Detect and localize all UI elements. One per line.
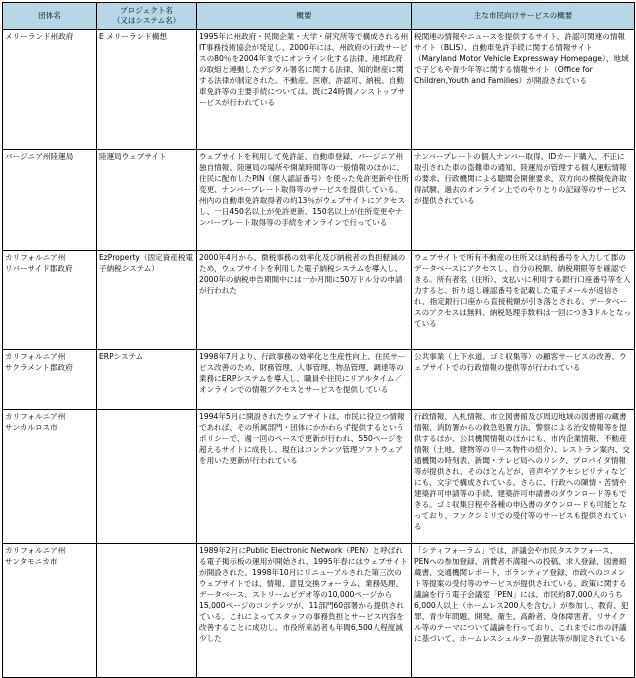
cell-services: ナンバープレートの個人ナンバー取得、IDカード購入、不正に取引された車の盗難車の通知、陸運局が管理する個人運転情報の要求、行政機関による聴聞会開催要求、双方向の模擬免許取得試験、過去のオンライン上でのやりとりの記録等のサービスが提供されている xyxy=(412,150,635,251)
comparison-table xyxy=(2,2,635,678)
table-row xyxy=(3,410,635,544)
cell-services: 公共事業（上下水道、ゴミ収集等）の顧客サービスの改善、ウェブサイトでの行政情報の提供等が行われている xyxy=(412,350,635,410)
cell-summary: 1989年2月にPublic Electronic Network（PEN）と呼ばれる電子掲示板の運用が開始され、1995年春にはウェブサイトが開設された。1998年10月にリニューアルされた第三次のウェブサイトでは、情報、意見交換フォーラム、業務処理、データベース、ストリームビデオ等の10,000ページから15,000ページのコンテンツが、11部門60部署から提供されている。これによってスタッフの事務負担とサービス内容を改善することに成功し、市役所来訪者も年間6,500人程度減少した xyxy=(197,544,412,678)
cell-org: カリフォルニア州 サクラメント郡政府 xyxy=(3,350,97,410)
cell-org: カリフォルニア州 サンタモニカ市 xyxy=(3,544,97,678)
table-header-row xyxy=(3,3,635,30)
cell-org: カリフォルニア州 サンカルロス市 xyxy=(3,410,97,544)
cell-summary: 1998年7月より、行政事務の効率化と生産性向上、住民サービス改善のため、財務管理、人事管理、物品管理、調達等の業務にERPシステムを導入し、職員や住民にリアルタイム／オンラインでの情報アクセスとサービスを提供している xyxy=(197,350,412,410)
header-services: 主な市民向けサービスの概要 xyxy=(412,3,635,30)
cell-services: ウェブサイトで所有不動産の住所又は納税番号を入力して郡のデータベースにアクセスし、自分の税額、納税期限等を確認できる。所有者名（住所）、支払いに利用する銀行口座番号等を入力すると、折り返し確認番号を記載した電子メールが返信され、指定銀行口座から直接税額が引き落とされる。データベースのアクセスは無料、納税処理手数料は一回につき3ドルとなっている xyxy=(412,251,635,350)
cell-org: メリーランド州政府 xyxy=(3,30,97,150)
cell-project: E メリーランド構想 xyxy=(97,30,197,150)
header-org: 団体名 xyxy=(3,3,97,30)
cell-services: 税関連の情報やニュースを提供するサイト、許認可関連の情報サイト（BLIS）、自動車免許手続に関する情報サイト（Maryland Motor Vehicle Expressway Homepage）、地域で子どもや青少年等に関する情報サイト（Office for Children,Youth and Families）が開設されている xyxy=(412,30,635,150)
header-project: プロジェクト名 （又はシステム名） xyxy=(97,3,197,30)
cell-project: ERPシステム xyxy=(97,350,197,410)
cell-summary: 1994年5月に開設されたウェブサイトは、市民に役立つ情報であれば、その所属部門・団体にかかわらず提供するというポリシーで、週一回のペースで更新が行われ、550ページを超えるサイトに成長し、現在はコンテンツ管理ソフトウェアを用いた更新が行われている xyxy=(197,410,412,544)
cell-project xyxy=(97,544,197,678)
header-summary: 概要 xyxy=(197,3,412,30)
cell-services: 行政情報、入札情報、市立図書館及び周辺地域の図書館の蔵書情報、消防署からの救急処置方法、警察による治安情報等を提供するほか、公共機関情報のほかにも、市内企業情報、不動産情報（土地、建物等のリース物件の紹介）、レストラン案内、交通機関の時刻表、新聞・テレビ局へのリンク、プロバイダ情報等が提供され、そのほとんどが、音声やアクセシビリティなどにも、文字で構成されている。さらに、行政への陳情・苦情や建築許可申請等の手続、建築許可申請書のダウンロード等もできる。ゴミ収集日程や各種の申込書のダウンロードも可能となっており、ファクシミリでの受付等のサービスも提供されている xyxy=(412,410,635,544)
table-row xyxy=(3,150,635,251)
cell-project: EzProperty（固定資産税電子納税システム） xyxy=(97,251,197,350)
cell-project: 陸運局ウェブサイト xyxy=(97,150,197,251)
cell-summary: 1995年に州政府・民間企業・大学・研究所等で構成される州IT事務技術協会が発足し、2000年には、州政府の行政サービスの80％を2004年までにオンライン化する法律、連邦政府の取組と連動したデジタル署名に関する法律、知的財産に関する法律が制定された。不動産、医療、許認可、納税、自動車免許等の主要手続については、既に24時間ノンストップサービスが行われている xyxy=(197,30,412,150)
cell-org: カリフォルニア州 リバーサイド郡政府 xyxy=(3,251,97,350)
cell-services: 「シティフォーラム」では、評議会や市民タスクフォース、PENへの参加登録、消費者不満報への投稿、求人登録、図書館蔵書、交通機関レポート、ボランティア登録、市政へのコメント等提案の受付等のサービスが提供されている。政策に関する議論を行う電子会議室「PEN」には、市民約87,000人のうち6,000人以上（ホームレス200人を含む。）が参加し、教育、犯罪、青少年問題、開発、衛生、高齢者、身体障害者、リサイクル等のテーマについて議論を行っており、これまでに市の評議に基づいて、ホームレスシェルター設置法等が制定されている xyxy=(412,544,635,678)
cell-summary: 2000年4月から、徴税事務の効率化及び納税者の負担軽減のため、ウェブサイトを利用した電子納税システムを導入し、2000年の納税申告期間中には一か月間に50万ドル分の申請が行われた xyxy=(197,251,412,350)
cell-summary: ウェブサイトを利用して免許証、自動車登録、バージニア州独自情報、陸運局の場所や開業時間等の一般情報のほかに、住民に配布したPIN（個人認証番号）を使った免許更新や住所変更、ナンバープレート取得等のサービスを提供している。州内の自動車免許取得者の約13％がウェブサイトにアクセスし、一日450名以上が免許更新、150名以上が住所変更やナンバープレート取得等の手続をオンラインで行っている xyxy=(197,150,412,251)
table-row xyxy=(3,251,635,350)
table-row xyxy=(3,30,635,150)
table-row xyxy=(3,544,635,678)
cell-org: バージニア州陸運局 xyxy=(3,150,97,251)
cell-project xyxy=(97,410,197,544)
table-row xyxy=(3,350,635,410)
